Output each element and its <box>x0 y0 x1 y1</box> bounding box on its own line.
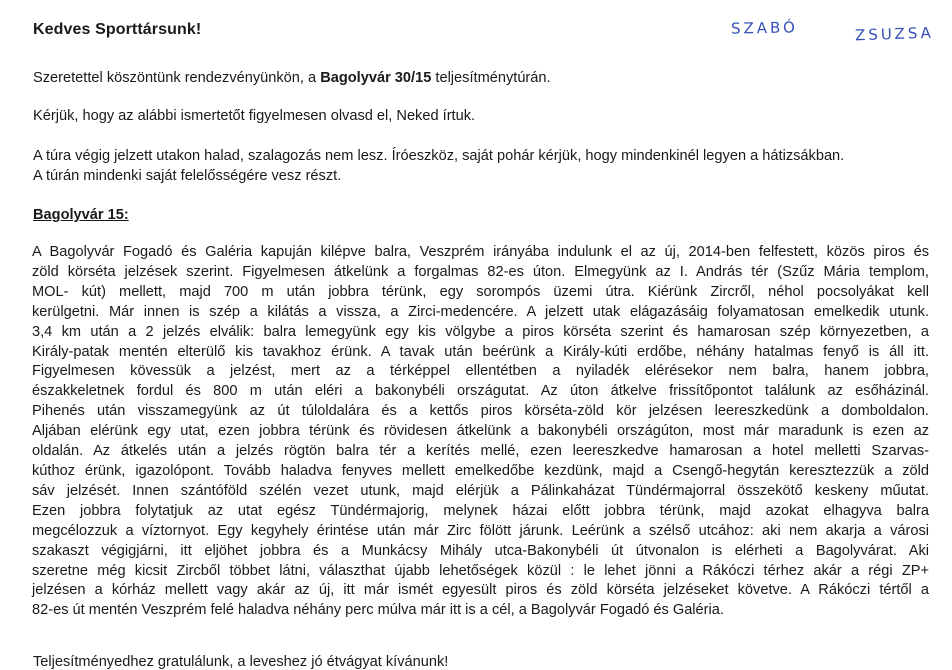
route-line: Pihenés után visszamegyünk az út túloldalára és a kettős piros körséta-zöld kör jelzésen leereszkedünk a domboldalon. <box>32 403 929 420</box>
route-line: Király-patak mentén elterülő kis tavakhoz érünk. A tavak után beérünk a Király-kúti erdőbe, néhány hatalmas fenyő is áll itt. <box>32 343 929 360</box>
handwritten-last-name: ZSUZSA <box>854 23 935 45</box>
route-line: Figyelmesen kövessük a jelzést, mert az a térképpel ellentétben a nyiladék elérésekor nem balra, hanem jobbra, <box>32 363 929 380</box>
route-line: szeretne még kicsit Zircből többet látni, választhat újabb lehetőségek közül : le lehet jönni a Rákóczi térhez akár a régi ZP+ <box>32 562 929 579</box>
route-line: MOL- kút) mellett, majd 700 m után jobbra térünk, egy sorompós üzemi útra. Kiérünk Zircről, néhol pocsolyákat kell <box>32 283 929 300</box>
intro-paragraph <box>33 70 551 86</box>
route-line: szakaszt végigjárni, itt eljöhet jobbra és a Munkácsy Mihály utca-Bakonybéli út útvonalon is elérheti a Bagolyvárat. Aki <box>32 542 929 559</box>
closing-text: Teljesítményedhez gratulálunk, a leveshez jó étvágyat kívánunk! <box>33 654 449 670</box>
route-line: megcélozzuk a víztornyot. Egy kegyhely érintése után már Zirc fölött járunk. Leérünk a szélső utcához: aki nem akarja a városi <box>32 522 929 539</box>
greeting-heading: Kedves Sporttársunk! <box>33 21 202 38</box>
route-line: 82-es út mentén Veszprém felé haladva néhány perc múlva már itt is a cél, a Bagolyvár Fogadó és Galéria. <box>32 602 724 619</box>
rules-line-1: A túra végig jelzett utakon halad, szalagozás nem lesz. Íróeszköz, saját pohár kérjük, hogy mindenkinél legyen a hátizsákban. <box>33 148 845 164</box>
rules-line-2: A túrán mindenki saját felelősségére vesz részt. <box>33 168 342 184</box>
handwritten-first-name: SZABÓ <box>730 18 799 38</box>
route-line: 3,4 km után a 2 jelzés elválik: balra lemegyünk egy kis völgybe a piros körséta szerint és hamarosan szép környezetben, a <box>32 323 929 340</box>
route-description <box>32 243 929 621</box>
section-title: Bagolyvár 15: <box>33 207 129 223</box>
route-line: A Bagolyvár Fogadó és Galéria kapuján kilépve balra, Veszprém irányába indulunk el az új, 2014-ben felfestett, közös piros és <box>32 244 929 260</box>
intro-text-before: Szeretettel köszöntünk rendezvényünkön, a <box>33 70 321 86</box>
route-line: jelzésen a kórház mellett vagy akár az új, itt már ismét egyesült piros és zöld körséta jelzéseket követve. A Rákóczi tértől a <box>32 582 929 599</box>
route-line: kerülgetni. Már innen is szép a kilátás a vissza, a Zirci-medencére. A jelzett utak elágazásáig folyamatosan emelkedik utunk. <box>32 303 929 320</box>
route-line: Ezen jobbra folytatjuk az utat egész Tündérmajorig, melynek házai előtt jobbra térünk, majd azokat elhagyva balra <box>32 502 929 519</box>
intro-text-after: teljesítménytúrán. <box>431 70 551 86</box>
route-line: Aljában elérünk egy utat, ezen jobbra térünk és rövidesen átkelünk a bakonybéli országúton, most már maradunk is ezen az <box>32 423 929 440</box>
route-line: sáv jelzését. Innen szántóföld szélén vezet utunk, majd elérjük a Pálinkaházat Tündérmajorral összekötő keskeny műutat. <box>32 482 929 499</box>
event-name: Bagolyvár 30/15 <box>320 70 432 86</box>
route-line: kúthoz érünk, igazolópont. Tovább haladva fenyves mellett emelkedőbe kezdünk, majd a Csengő-hegytán keresztezzük a zöld <box>32 462 929 479</box>
route-line: északkeletnek fordul és 800 m után eléri a bakonybéli országutat. Az úton átkelve frissítőpontot találunk az esőházinál. <box>32 383 929 400</box>
route-line: zöld körséta jelzések szerint. Figyelmesen átkelünk a forgalmas 82-es úton. Elmegyünk az I. András tér (Szűz Mária templom, <box>32 263 929 280</box>
request-paragraph: Kérjük, hogy az alábbi ismertetőt figyelmesen olvasd el, Neked írtuk. <box>33 108 476 124</box>
route-line: oldalán. Az átkelés után a jelzés rögtön balra tér a kerítés mellé, ezen leereszkedve hamarosan a hotel melletti Szarvas- <box>32 443 929 460</box>
